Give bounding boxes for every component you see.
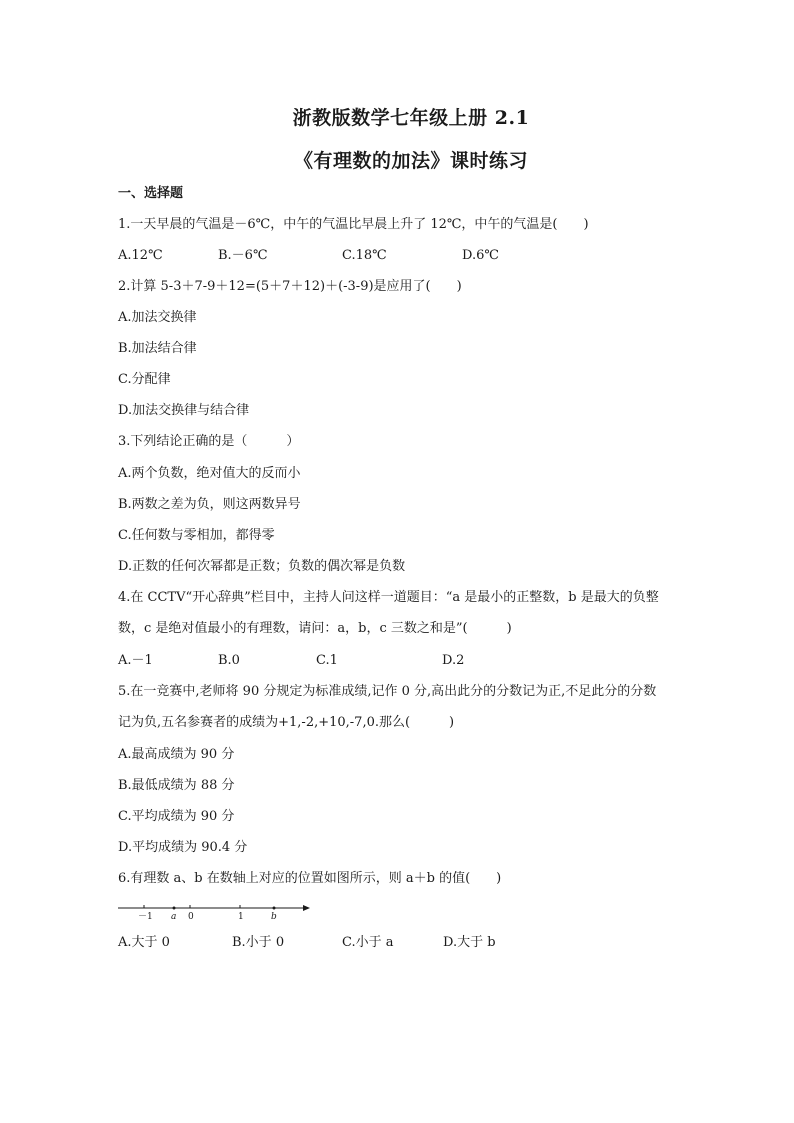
q5-option-a: A.最高成绩为 90 分 [118,747,235,762]
q1-option-d: D.6℃ [462,248,499,263]
title-line-2: 《有理数的加法》课时练习 [293,150,528,172]
section-heading: 一、选择题 [118,186,184,201]
label-zero: 0 [188,912,194,922]
q3-stem: 3.下列结论正确的是（ ） [118,434,300,449]
q1-option-c: C.18℃ [342,248,387,263]
label-minus-one: －1 [138,912,153,922]
q3-option-c: C.任何数与零相加，都得零 [118,528,275,543]
q6-option-d: D.大于 b [443,935,496,950]
q6-option-c: C.小于 a [342,935,394,950]
q2-option-b: B.加法结合律 [118,341,197,356]
q4-option-d: D.2 [442,653,465,668]
point-b [273,907,276,910]
q4-option-c: C.1 [316,653,338,668]
label-b: b [271,912,277,922]
q4-stem-line-1: 4.在 CCTV“开心辞典”栏目中，主持人问这样一道题目：“a 是最小的正整数，b 是最大的负整 [118,590,659,605]
q1-option-b: B.－6℃ [218,248,268,263]
q6-option-b: B.小于 0 [232,935,285,950]
label-a: a [171,912,177,922]
number-line-arrow-icon [303,905,310,911]
q4-option-b: B.0 [218,653,240,668]
q2-option-a: A.加法交换律 [118,310,197,325]
q3-option-d: D.正数的任何次幂都是正数；负数的偶次幂是负数 [118,559,406,574]
q5-stem-line-1: 5.在一竞赛中,老师将 90 分规定为标准成绩,记作 0 分,高出此分的分数记为正,不足此分的分数 [118,684,657,699]
q4-stem-line-2: 数，c 是绝对值最小的有理数，请问：a，b，c 三数之和是”( ) [118,621,512,636]
q2-option-d: D.加法交换律与结合律 [118,403,250,418]
q1-option-a: A.12℃ [118,248,163,263]
q5-option-c: C.平均成绩为 90 分 [118,809,235,824]
title-line-1: 浙教版数学七年级上册 2.1 [292,107,530,129]
q3-option-b: B.两数之差为负，则这两数异号 [118,497,301,512]
q5-option-d: D.平均成绩为 90.4 分 [118,840,248,855]
q2-stem: 2.计算 5-3＋7-9＋12=(5＋7＋12)＋(-3-9)是应用了( ) [118,279,462,294]
q5-option-b: B.最低成绩为 88 分 [118,778,235,793]
q6-stem: 6.有理数 a、b 在数轴上对应的位置如图所示，则 a＋b 的值( ) [118,871,502,886]
number-line-figure [118,902,318,924]
label-one: 1 [238,912,244,922]
q6-option-a: A.大于 0 [118,935,170,950]
q1-stem: 1.一天早晨的气温是－6℃，中午的气温比早晨上升了 12℃，中午的气温是( ) [118,217,589,232]
q5-stem-line-2: 记为负,五名参赛者的成绩为+1,-2,+10,-7,0.那么( ) [118,715,455,730]
point-a [173,907,176,910]
q4-option-a: A.－1 [118,653,153,668]
q2-option-c: C.分配律 [118,372,171,387]
q3-option-a: A.两个负数，绝对值大的反而小 [118,466,301,481]
